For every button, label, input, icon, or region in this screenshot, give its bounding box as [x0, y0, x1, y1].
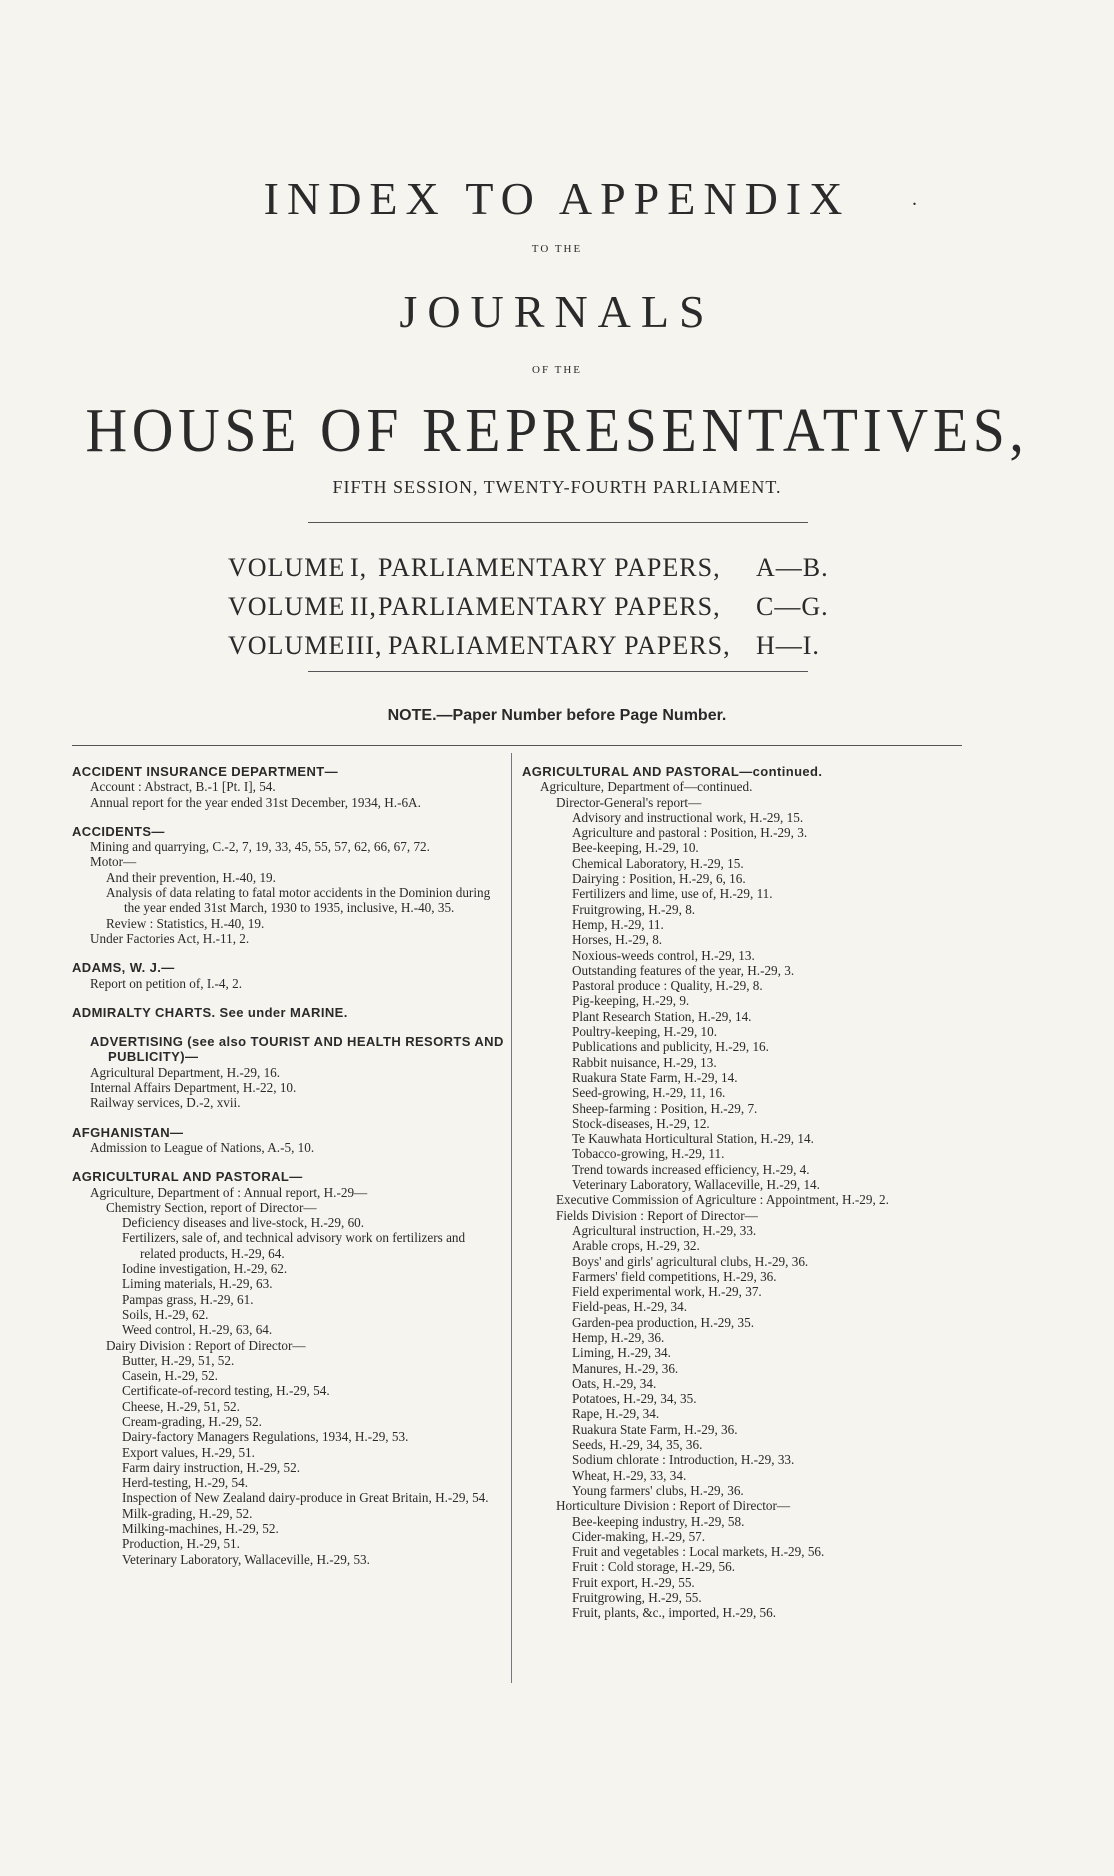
index-entry: Pastoral produce : Quality, H.-29, 8.: [572, 978, 763, 994]
index-entry: Young farmers' clubs, H.-29, 36.: [572, 1482, 744, 1498]
index-entry: Herd-testing, H.-29, 54.: [122, 1475, 248, 1491]
volume-description: PARLIAMENTARY PAPERS,: [388, 631, 731, 660]
index-entry: Account : Abstract, B.-1 [Pt. I], 54.: [90, 779, 276, 795]
entry-gap: [72, 1155, 504, 1169]
title-index-to-appendix: INDEX TO APPENDIX: [263, 173, 851, 224]
volume-description: PARLIAMENTARY PAPERS,: [378, 592, 721, 621]
index-entry: Fertilizers, sale of, and technical advisory work on fertilizers and related products, H.-29, 64.: [122, 1230, 466, 1261]
index-entry: Under Factories Act, H.-11, 2.: [90, 930, 250, 946]
index-entry: Pampas grass, H.-29, 61.: [122, 1291, 254, 1307]
index-entry: And their prevention, H.-40, 19.: [106, 869, 276, 885]
index-entry: Certificate-of-record testing, H.-29, 54.: [122, 1383, 330, 1399]
index-entry: Publications and publicity, H.-29, 16.: [572, 1039, 769, 1055]
index-entry: Fruitgrowing, H.-29, 8.: [572, 901, 696, 917]
index-entry: Veterinary Laboratory, Wallaceville, H.-29, 14.: [572, 1177, 820, 1193]
index-entry: Dairying : Position, H.-29, 6, 16.: [572, 871, 746, 887]
index-entry: Agriculture and pastoral : Position, H.-29, 3.: [572, 825, 808, 841]
index-column-left: [72, 764, 504, 1567]
index-entry: Production, H.-29, 51.: [122, 1536, 240, 1552]
index-heading: ADVERTISING (see also TOURIST AND HEALTH RESORTS AND PUBLICITY)—: [90, 1034, 504, 1065]
volume-word: VOLUME: [228, 553, 346, 582]
index-entry: Admission to League of Nations, A.-5, 10.: [90, 1139, 315, 1155]
index-entry: Chemistry Section, report of Director—: [106, 1199, 317, 1215]
divider-columns-top: [72, 745, 962, 746]
divider-top: [308, 522, 808, 523]
index-entry: Advisory and instructional work, H.-29, 15.: [572, 809, 804, 825]
index-entry: Executive Commission of Agriculture : Appointment, H.-29, 2.: [556, 1192, 889, 1208]
index-entry: Ruakura State Farm, H.-29, 14.: [572, 1069, 738, 1085]
index-entry: Cider-making, H.-29, 57.: [572, 1528, 706, 1544]
entry-gap: [72, 991, 504, 1005]
entry-gap: [72, 810, 504, 824]
volume-list: [228, 553, 928, 670]
volume-word: VOLUME: [228, 631, 346, 660]
index-entry: Wheat, H.-29, 33, 34.: [572, 1467, 687, 1483]
title-journals: JOURNALS: [399, 286, 715, 337]
volume-row: [228, 592, 928, 631]
index-entry: Liming, H.-29, 34.: [572, 1345, 671, 1361]
index-entry: Fields Division : Report of Director—: [556, 1207, 758, 1223]
index-entry: Agriculture, Department of—continued.: [540, 779, 753, 795]
index-entry: Review : Statistics, H.-40, 19.: [106, 915, 265, 931]
index-entry: Manures, H.-29, 36.: [572, 1360, 679, 1376]
index-entry: Export values, H.-29, 51.: [122, 1444, 255, 1460]
index-entry: Annual report for the year ended 31st December, 1934, H.-6A.: [90, 794, 421, 810]
index-entry: Director-General's report—: [556, 794, 702, 810]
index-entry: Soils, H.-29, 62.: [122, 1306, 209, 1322]
index-entry: Sheep-farming : Position, H.-29, 7.: [572, 1100, 758, 1116]
note-line: NOTE.—Paper Number before Page Number.: [387, 707, 727, 724]
index-entry: Veterinary Laboratory, Wallaceville, H.-29, 53.: [122, 1551, 370, 1567]
index-entry: Hemp, H.-29, 36.: [572, 1329, 665, 1345]
index-entry: Poultry-keeping, H.-29, 10.: [572, 1024, 718, 1040]
volume-number: II,: [350, 592, 377, 621]
index-entry: Farm dairy instruction, H.-29, 52.: [122, 1459, 301, 1475]
index-entry: Tobacco-growing, H.-29, 11.: [572, 1146, 725, 1162]
entry-gap: [72, 946, 504, 960]
index-entry: Weed control, H.-29, 63, 64.: [122, 1322, 273, 1338]
index-heading: ACCIDENTS—: [72, 823, 165, 839]
index-entry: Seeds, H.-29, 34, 35, 36.: [572, 1437, 703, 1453]
index-entry: Fruit and vegetables : Local markets, H.-29, 56.: [572, 1544, 825, 1560]
index-entry: Seed-growing, H.-29, 11, 16.: [572, 1085, 726, 1101]
index-heading: AFGHANISTAN—: [72, 1124, 184, 1140]
index-entry: Report on petition of, I.-4, 2.: [90, 975, 242, 991]
column-separator: [511, 753, 512, 1683]
index-entry: Motor—: [90, 854, 137, 870]
volume-word: VOLUME: [228, 592, 346, 621]
index-entry: Farmers' field competitions, H.-29, 36.: [572, 1268, 777, 1284]
index-entry: Fruitgrowing, H.-29, 55.: [572, 1590, 702, 1606]
index-entry: Ruakura State Farm, H.-29, 36.: [572, 1421, 738, 1437]
index-entry: Agriculture, Department of : Annual report, H.-29—: [90, 1184, 368, 1200]
volume-description: PARLIAMENTARY PAPERS,: [378, 553, 721, 582]
index-column-right: [522, 764, 962, 1621]
index-entry: Fruit, plants, &c., imported, H.-29, 56.: [572, 1605, 777, 1621]
entry-gap: [72, 1111, 504, 1125]
index-entry: Milk-grading, H.-29, 52.: [122, 1505, 253, 1521]
index-entry: Trend towards increased efficiency, H.-29, 4.: [572, 1161, 810, 1177]
index-entry: Bee-keeping, H.-29, 10.: [572, 840, 699, 856]
index-entry: Butter, H.-29, 51, 52.: [122, 1352, 235, 1368]
index-entry: Mining and quarrying, C.-2, 7, 19, 33, 45, 55, 57, 62, 66, 67, 72.: [90, 839, 430, 855]
entry-gap: [72, 1020, 504, 1034]
index-entry: Boys' and girls' agricultural clubs, H.-29, 36.: [572, 1253, 809, 1269]
index-entry: Dairy Division : Report of Director—: [106, 1337, 306, 1353]
index-entry: Horses, H.-29, 8.: [572, 932, 663, 948]
index-entry: Deficiency diseases and live-stock, H.-29, 60.: [122, 1215, 365, 1231]
index-entry: Te Kauwhata Horticultural Station, H.-29, 14.: [572, 1131, 814, 1147]
index-heading: ADAMS, W. J.—: [72, 960, 175, 976]
index-entry: Hemp, H.-29, 11.: [572, 916, 664, 932]
index-entry: Milking-machines, H.-29, 52.: [122, 1521, 279, 1537]
title-house-of-representatives: HOUSE OF REPRESENTATIVES,: [85, 397, 1029, 465]
index-entry: Field experimental work, H.-29, 37.: [572, 1284, 762, 1300]
volume-range: A—B.: [756, 553, 829, 582]
index-entry: Arable crops, H.-29, 32.: [572, 1238, 700, 1254]
volume-number: I,: [350, 553, 368, 582]
index-entry: Iodine investigation, H.-29, 62.: [122, 1261, 288, 1277]
index-entry: Fruit export, H.-29, 55.: [572, 1574, 695, 1590]
volume-range: H—I.: [756, 631, 820, 660]
index-entry: Field-peas, H.-29, 34.: [572, 1299, 688, 1315]
index-entry: Agricultural instruction, H.-29, 33.: [572, 1222, 757, 1238]
index-entry: Casein, H.-29, 52.: [122, 1368, 218, 1384]
index-entry: Rape, H.-29, 34.: [572, 1406, 660, 1422]
subtitle-of-the: OF THE: [532, 364, 582, 376]
index-entry: Internal Affairs Department, H.-22, 10.: [90, 1080, 297, 1096]
index-entry: Pig-keeping, H.-29, 9.: [572, 993, 690, 1009]
index-entry: Liming materials, H.-29, 63.: [122, 1276, 273, 1292]
index-heading: AGRICULTURAL AND PASTORAL—continued.: [522, 764, 823, 779]
index-entry: Dairy-factory Managers Regulations, 1934, H.-29, 53.: [122, 1429, 409, 1445]
index-entry: Railway services, D.-2, xvii.: [90, 1095, 241, 1111]
index-entry: Garden-pea production, H.-29, 35.: [572, 1314, 755, 1330]
index-entry: Bee-keeping industry, H.-29, 58.: [572, 1513, 745, 1529]
index-entry: Noxious-weeds control, H.-29, 13.: [572, 947, 755, 963]
volume-row: [228, 631, 928, 670]
index-heading: ACCIDENT INSURANCE DEPARTMENT—: [72, 764, 338, 779]
index-entry: Cheese, H.-29, 51, 52.: [122, 1398, 240, 1414]
index-entry: Sodium chlorate : Introduction, H.-29, 33.: [572, 1452, 795, 1468]
index-entry: Analysis of data relating to fatal motor accidents in the Dominion during the year ended 31st March, 1930 to 1935, inclusive, H.-40, 35.: [106, 885, 491, 916]
index-entry: Stock-diseases, H.-29, 12.: [572, 1115, 710, 1131]
index-entry: Agricultural Department, H.-29, 16.: [90, 1064, 281, 1080]
index-entry: Fertilizers and lime, use of, H.-29, 11.: [572, 886, 773, 902]
index-heading: ADMIRALTY CHARTS. See under MARINE.: [72, 1004, 348, 1020]
index-heading: AGRICULTURAL AND PASTORAL—: [72, 1169, 303, 1185]
index-entry: Cream-grading, H.-29, 52.: [122, 1413, 262, 1429]
divider-middle: [308, 671, 808, 672]
volume-row: [228, 553, 928, 592]
index-entry: Oats, H.-29, 34.: [572, 1375, 657, 1391]
stray-dot: .: [912, 188, 917, 210]
volume-number: III,: [346, 631, 383, 660]
index-entry: Horticulture Division : Report of Director—: [556, 1498, 791, 1514]
index-entry: Chemical Laboratory, H.-29, 15.: [572, 855, 744, 871]
index-entry: Potatoes, H.-29, 34, 35.: [572, 1391, 697, 1407]
index-entry: Outstanding features of the year, H.-29, 3.: [572, 962, 795, 978]
subtitle-to-the: TO THE: [531, 243, 583, 255]
volume-range: C—G.: [756, 592, 829, 621]
index-entry: Inspection of New Zealand dairy-produce in Great Britain, H.-29, 54.: [122, 1490, 489, 1506]
index-entry: Rabbit nuisance, H.-29, 13.: [572, 1054, 717, 1070]
session-line: FIFTH SESSION, TWENTY-FOURTH PARLIAMENT.: [332, 477, 782, 497]
index-entry: Fruit : Cold storage, H.-29, 56.: [572, 1559, 736, 1575]
index-entry: Plant Research Station, H.-29, 14.: [572, 1008, 752, 1024]
